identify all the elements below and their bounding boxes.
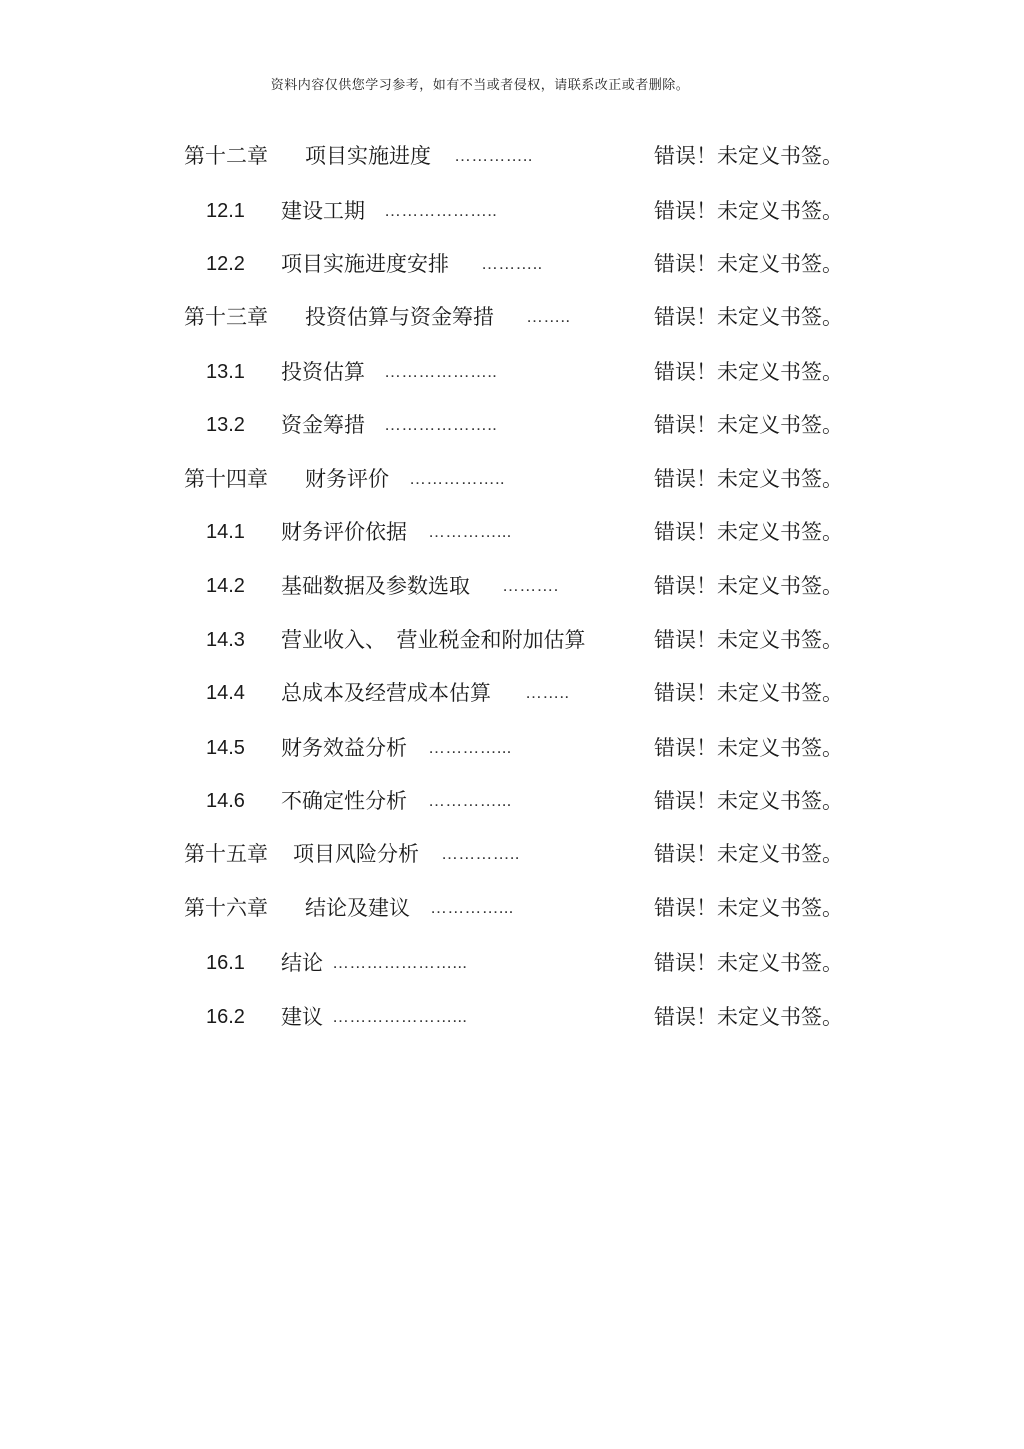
- page-reference: 错误！未定义书签。: [654, 896, 843, 920]
- chapter-title: 投资估算与资金筹措: [305, 305, 494, 329]
- leader-dots: ………..: [481, 254, 543, 273]
- section-number: 14.2: [206, 575, 245, 597]
- toc-section-row[interactable]: [0, 673, 1024, 713]
- leader-dots: ……….: [502, 576, 559, 595]
- toc-section-row[interactable]: [0, 405, 1024, 445]
- toc-section-row[interactable]: [0, 512, 1024, 552]
- chapter-title: 结论及建议: [305, 896, 410, 920]
- section-title: 建设工期: [281, 199, 365, 223]
- page-reference: 错误！未定义书签。: [654, 467, 843, 491]
- page-reference: 错误！未定义书签。: [654, 789, 843, 813]
- section-title: 营业收入、 营业税金和附加估算: [281, 628, 586, 652]
- chapter-label: 第十四章: [184, 467, 268, 491]
- section-title: 总成本及经营成本估算: [281, 681, 491, 705]
- toc-section-row[interactable]: [0, 191, 1024, 231]
- section-number: 12.1: [206, 200, 245, 222]
- leader-dots: ………………..: [384, 362, 498, 381]
- section-title: 财务效益分析: [281, 736, 407, 760]
- section-number: 16.2: [206, 1006, 245, 1028]
- toc-section-row[interactable]: [0, 781, 1024, 821]
- section-title: 建议: [281, 1005, 323, 1029]
- leader-dots: …………...: [428, 791, 512, 810]
- section-title: 资金筹措: [281, 413, 365, 437]
- section-title: 投资估算: [281, 360, 365, 384]
- toc-chapter-row[interactable]: [0, 888, 1024, 928]
- toc-section-row[interactable]: [0, 997, 1024, 1037]
- section-number: 14.5: [206, 737, 245, 759]
- page-reference: 错误！未定义书签。: [654, 413, 843, 437]
- toc-chapter-row[interactable]: [0, 136, 1024, 176]
- section-title: 基础数据及参数选取: [281, 574, 470, 598]
- toc-section-row[interactable]: [0, 244, 1024, 284]
- section-number: 16.1: [206, 952, 245, 974]
- toc-chapter-row[interactable]: [0, 297, 1024, 337]
- leader-dots: …………………...: [332, 953, 468, 972]
- section-number: 12.2: [206, 253, 245, 275]
- chapter-label: 第十三章: [184, 305, 268, 329]
- leader-dots: …………...: [428, 738, 512, 757]
- leader-dots: …………..: [454, 146, 533, 165]
- section-title: 结论: [281, 951, 323, 975]
- page-reference: 错误！未定义书签。: [654, 736, 843, 760]
- leader-dots: …………...: [428, 522, 512, 541]
- leader-dots: …………...: [430, 898, 514, 917]
- chapter-label: 第十二章: [184, 144, 268, 168]
- page-reference: 错误！未定义书签。: [654, 681, 843, 705]
- section-title: 财务评价依据: [281, 520, 407, 544]
- leader-dots: …………………...: [332, 1007, 468, 1026]
- page-reference: 错误！未定义书签。: [654, 1005, 843, 1029]
- page-header-notice: 资料内容仅供您学习参考，如有不当或者侵权，请联系改正或者删除。: [270, 78, 690, 93]
- page-reference: 错误！未定义书签。: [654, 144, 843, 168]
- leader-dots: ………………..: [384, 415, 498, 434]
- section-number: 14.3: [206, 629, 245, 651]
- chapter-label: 第十六章: [184, 896, 268, 920]
- toc-section-row[interactable]: [0, 566, 1024, 606]
- page-reference: 错误！未定义书签。: [654, 842, 843, 866]
- section-title: 不确定性分析: [281, 789, 407, 813]
- page-reference: 错误！未定义书签。: [654, 199, 843, 223]
- leader-dots: ……………..: [409, 469, 505, 488]
- section-number: 14.4: [206, 682, 245, 704]
- toc-chapter-row[interactable]: [0, 459, 1024, 499]
- toc-section-row[interactable]: [0, 943, 1024, 983]
- page-reference: 错误！未定义书签。: [654, 951, 843, 975]
- leader-dots: …………..: [441, 844, 520, 863]
- page-reference: 错误！未定义书签。: [654, 305, 843, 329]
- chapter-label: 第十五章: [184, 842, 268, 866]
- page-reference: 错误！未定义书签。: [654, 252, 843, 276]
- section-title: 项目实施进度安排: [281, 252, 449, 276]
- section-number: 14.6: [206, 790, 245, 812]
- toc-section-row[interactable]: [0, 728, 1024, 768]
- toc-chapter-row[interactable]: [0, 834, 1024, 874]
- chapter-title: 项目实施进度: [305, 144, 431, 168]
- section-number: 13.2: [206, 414, 245, 436]
- page-reference: 错误！未定义书签。: [654, 628, 843, 652]
- section-number: 13.1: [206, 361, 245, 383]
- leader-dots: ……..: [526, 307, 571, 326]
- page-reference: 错误！未定义书签。: [654, 360, 843, 384]
- leader-dots: ……..: [525, 683, 570, 702]
- section-number: 14.1: [206, 521, 245, 543]
- chapter-title: 财务评价: [305, 467, 389, 491]
- toc-section-row[interactable]: [0, 620, 1024, 660]
- chapter-title: 项目风险分析: [293, 842, 419, 866]
- page-reference: 错误！未定义书签。: [654, 520, 843, 544]
- page-reference: 错误！未定义书签。: [654, 574, 843, 598]
- leader-dots: ………………..: [384, 201, 498, 220]
- toc-section-row[interactable]: [0, 352, 1024, 392]
